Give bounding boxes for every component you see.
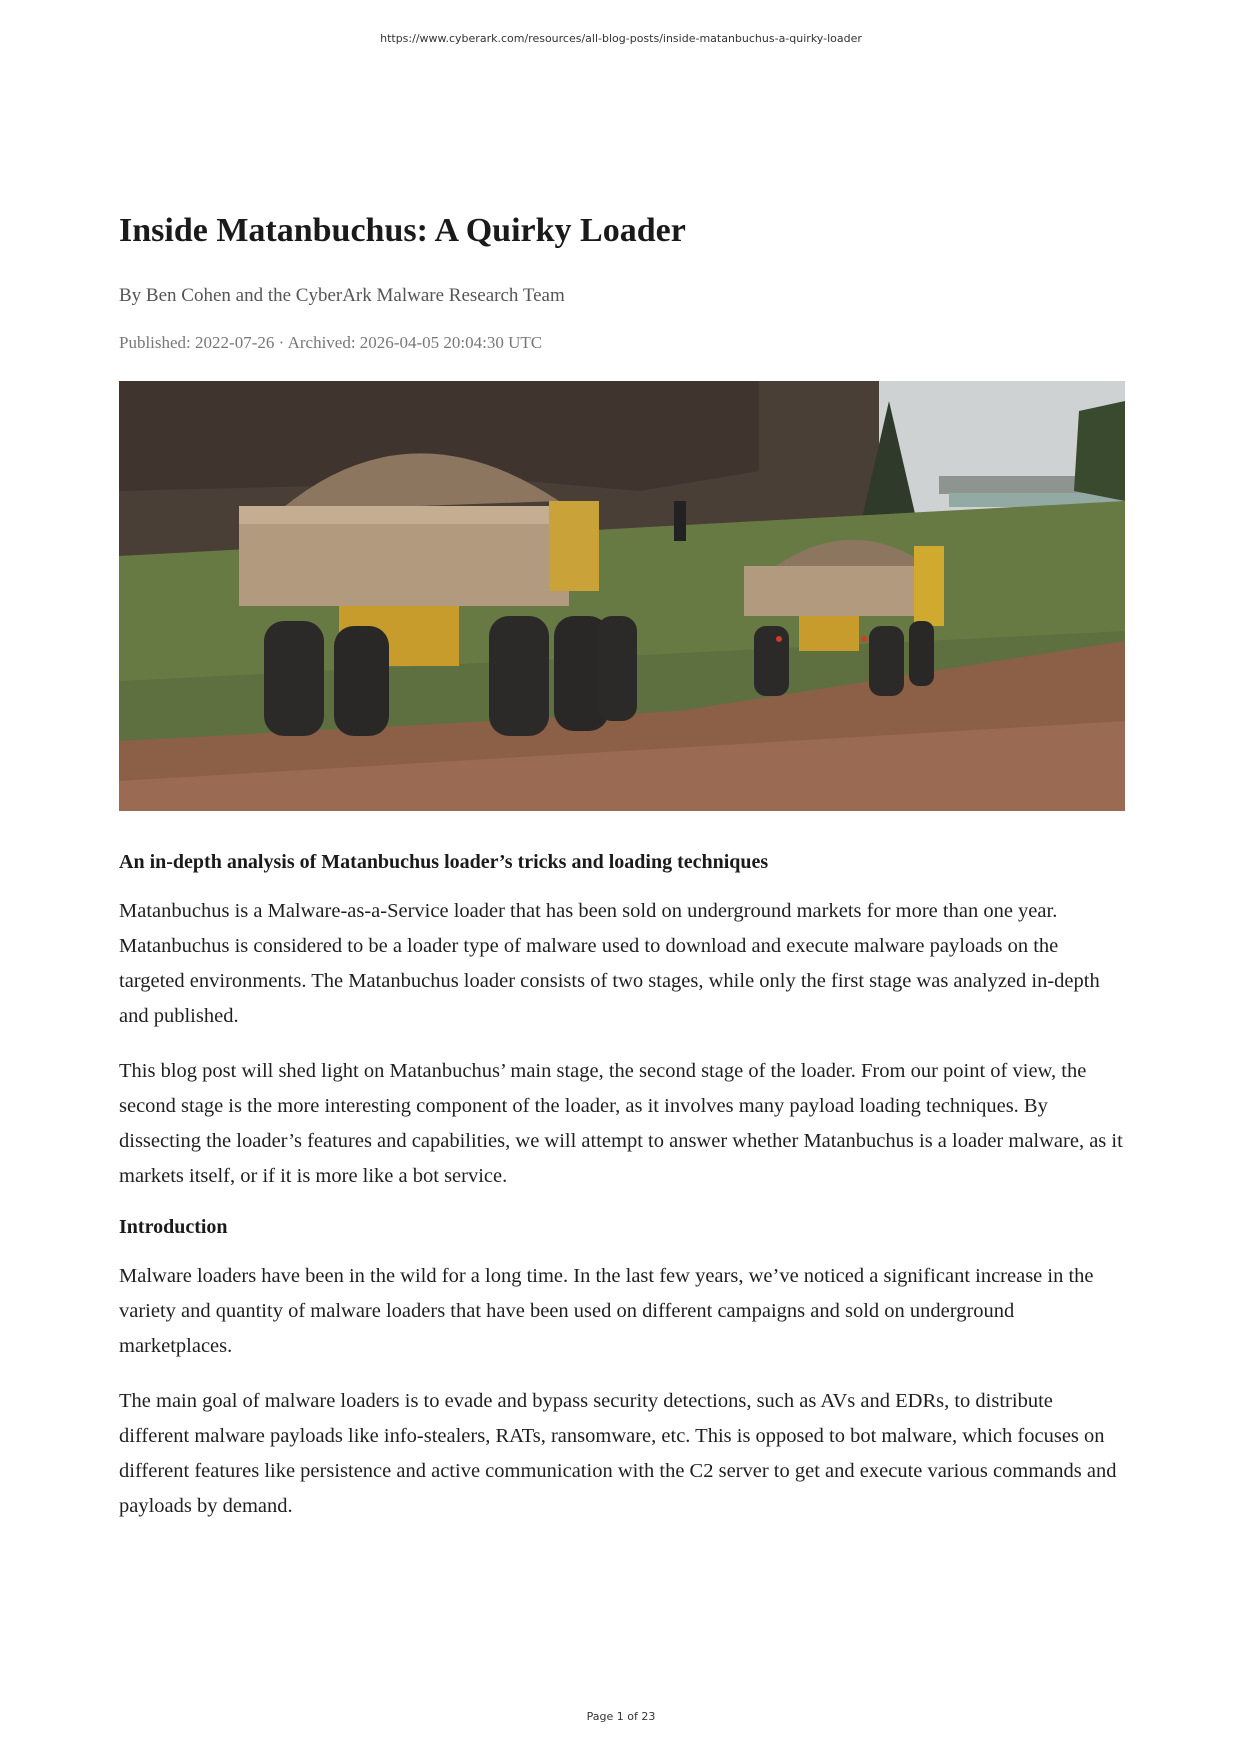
page-number: Page 1 of 23: [586, 1710, 656, 1723]
page-url: https://www.cyberark.com/resources/all-blog-posts/inside-matanbuchus-a-quirky-loader: [380, 32, 862, 45]
article-byline: By Ben Cohen and the CyberArk Malware Research Team: [119, 284, 565, 306]
hero-image: [119, 381, 1125, 811]
paragraph: Matanbuchus is a Malware-as-a-Service loader that has been sold on underground markets for more than one year. Matanbuchus is considered to be a loader type of malware used to download and execute malware payloads on the targeted environments. The Matanbuchus loader consists of two stages, while only the first stage was analyzed in-depth and published.: [119, 899, 1100, 1027]
article-title: Inside Matanbuchus: A Quirky Loader: [119, 212, 686, 249]
section-heading-introduction: Introduction: [119, 1215, 228, 1238]
paragraph: This blog post will shed light on Matanbuchus’ main stage, the second stage of the loader. From our point of view, the second stage is the more interesting component of the loader, as it involves many payload loading techniques. By dissecting the loader’s features and capabilities, we will attempt to answer whether Matanbuchus is a loader malware, as it markets itself, or if it is more like a bot service.: [119, 1059, 1123, 1187]
article: [119, 210, 1125, 1524]
paragraph: The main goal of malware loaders is to evade and bypass security detections, such as AVs and EDRs, to distribute different malware payloads like info-stealers, RATs, ransomware, etc. This is opposed to bot malware, which focuses on different features like persistence and active communication with the C2 server to get and execute various commands and payloads by demand.: [119, 1389, 1117, 1517]
paragraph: Malware loaders have been in the wild for a long time. In the last few years, we’ve noticed a significant increase in the variety and quantity of malware loaders that have been used on different campaigns and sold on underground marketplaces.: [119, 1264, 1094, 1357]
article-meta: Published: 2022-07-26 · Archived: 2026-04-05 20:04:30 UTC: [119, 332, 543, 352]
hero-image-illustration: [119, 381, 1125, 811]
article-subheading: An in-depth analysis of Matanbuchus loader’s tricks and loading techniques: [119, 850, 769, 873]
